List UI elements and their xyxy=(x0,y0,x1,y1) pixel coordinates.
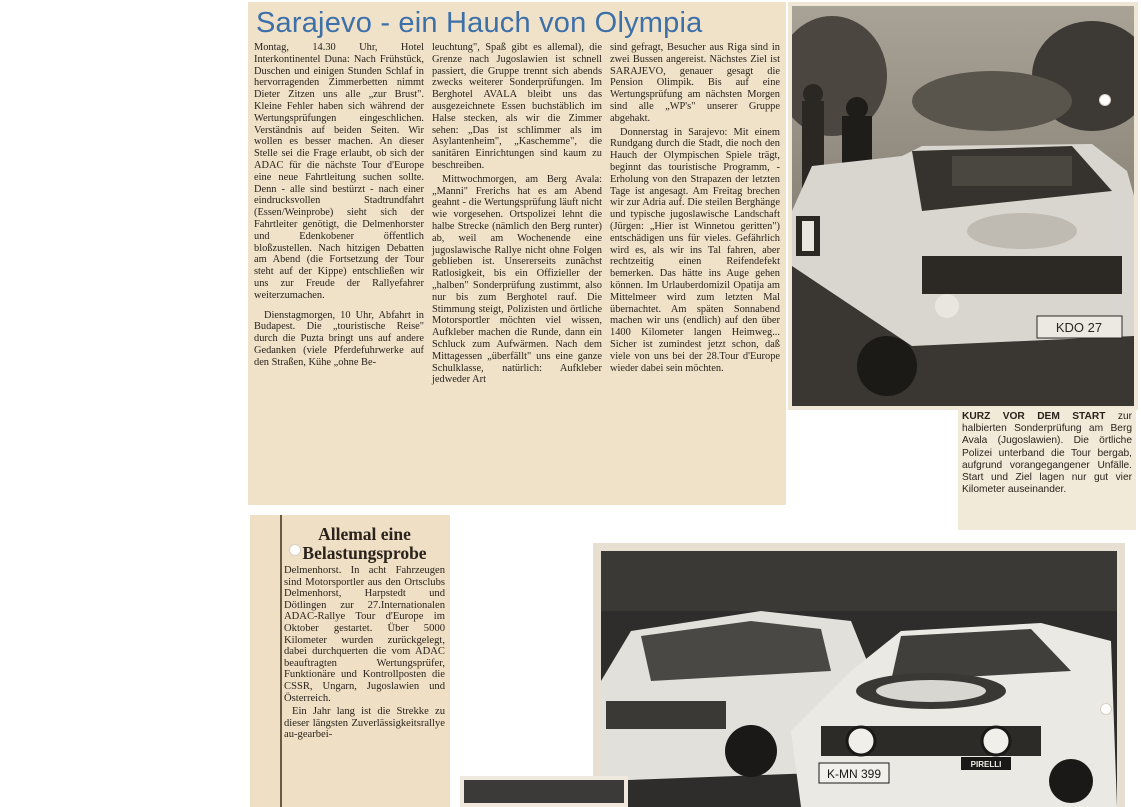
caption-text: zur halbierten Sonderprüfung am Berg Avala (Jugoslawien). Die örtliche Polizei unterband die Tour bergab, aufgrund vorangegangener Unfälle. Start und Ziel lagen nur gut vier Kilometer auseinander. xyxy=(962,411,1132,496)
photo-scrap xyxy=(460,776,628,807)
second-article-title: Allemal eine Belastungsprobe xyxy=(302,524,427,563)
article-paragraph: Ein Jahr lang ist die Strekke zu dieser längsten Zuverlässigkeitsrallye au-gearbei- xyxy=(284,706,445,741)
car-plate-text: KDO 27 xyxy=(1055,320,1103,335)
main-article-clipping xyxy=(248,2,786,505)
article-paragraph: sind gefragt, Besucher aus Riga sind in zwei Bussen angereist. Nächstes Ziel ist SARAJEVO, genauer gesagt die Pension Olimpik. Bis auf eine Wertungsprüfung am nächsten Morgen sind alle „WP's" unserer Gruppe abgehakt. xyxy=(610,42,780,124)
rally-car-photo-1 xyxy=(788,2,1138,410)
column-rule xyxy=(280,515,282,807)
article-paragraph: leuchtung", Spaß gibt es allemal), die Grenze nach Jugoslawien ist schnell passiert, die Gruppe trennt sich abends zwecks weiterer Sonderprüfungen. Im Berghotel AVALA bleibt uns das ausgezeichnete Essen buchstäblich im Halse stecken, als wir die Zimmer sehen: „Das ist schlimmer als im Asylantenheim", „Kaschemme", die sanitären Einrichtungen sind kaum zu beschreiben. xyxy=(432,42,602,171)
punch-hole xyxy=(1099,94,1111,106)
article-paragraph: Mittwochmorgen, am Berg Avala: „Manni" Frerichs hat es am Abend geahnt - die Wertungsprüfung läuft nicht wie vorgesehen. Ortspolizei lehnt die halbe Strecke (nämlich den Berg runter) ab, weil am Wochenende eine jugoslawische Rallye nicht ohne Folgen geblieben ist. Unsererseits zunächst Ratlosigkeit, bis ein Offizieller der „halben" Sonderprüfung zustimmt, also nur bis zum Berghotel rauf. Die Stimmung steigt, Polizisten und örtliche Motorsportler möchten viel wissen, Aufkleber machen die Runde, dann ein Schluck zum Aufwärmen. Nach dem Mittagessen „überfällt" uns eine ganze Schulklasse, natürlich: Aufkleber jedweder Art xyxy=(432,173,602,386)
car-plate-text: K-MN 399 xyxy=(826,767,882,781)
article-paragraph: Montag, 14.30 Uhr, Hotel Interkontinentel Duna: Nach Frühstück, Duschen und einigen Stunden Schlaf in hervorragenden Zimmerbetten nimmt Dieter Zitzen uns alle „zur Brust". Kleine Fehler haben sich während der Wertungsprüfungen eingeschlichen. Verständnis auf beiden Seiten. Wir wollen es besser machen. An dieser Stelle sei die Frage erlaubt, ob sich der ADAC für die nächste Tour d'Europe eine neue Fahrtleitung suchen sollte. Denn - alle sind bestürzt - nach einer eindrucksvollen Stadtrundfahrt (Essen/Weinprobe) sieht sich der Fahrtleiter genötigt, die Delmenhorster und Edenkobener öffentlich bloßzustellen. Nach hitzigen Debatten am Abend (die Fortsetzung der Tour steht auf der Kippe) entschließen wir uns zur Freude der Rallyefahrer weiterzumachen. xyxy=(254,42,424,301)
punch-hole xyxy=(1100,703,1112,715)
photo-scrap-image xyxy=(464,780,624,803)
article-paragraph: Delmenhorst. In acht Fahrzeugen sind Motorsportler aus den Ortsclubs Delmenhorst, Harpstedt und Dötlingen zur 27.Internationalen ADAC-Rallye Tour d'Europe im Oktober gestartet. Über 5000 Kilometer wurden zurückgelegt, dabei durchquerten die vom ADAC beauftragten Wertungsprüfer, Funktionäre und Kontrollposten die CSSR, Ungarn, Jugoslawien und Österreich. xyxy=(284,565,445,704)
rally-car-photo-image xyxy=(792,6,1134,406)
article-column-3 xyxy=(610,42,780,388)
rally-car-photo-2 xyxy=(593,543,1125,807)
article-column-2 xyxy=(432,42,602,388)
article-paragraph: Dienstagmorgen, 10 Uhr, Abfahrt in Budapest. Die „touristische Reise" durch die Puzta bringt uns auf andere Gedanken (viele Pferdefuhrwerke auf den Straßen, Kühe „ohne Be- xyxy=(254,309,424,368)
article-headline: Sarajevo - ein Hauch von Olympia xyxy=(256,7,703,39)
punch-hole xyxy=(289,544,301,556)
article-columns xyxy=(254,42,780,388)
sponsor-decal-text: PIRELLI xyxy=(970,760,1002,769)
rally-cars-photo-image xyxy=(601,551,1117,807)
second-article-clipping xyxy=(250,515,450,807)
caption-lead: KURZ VOR DEM START xyxy=(962,411,1106,422)
photo-1-caption xyxy=(958,408,1136,530)
article-paragraph: Donnerstag in Sarajevo: Mit einem Rundgang durch die Stadt, die noch den Hauch der Olympischen Spiele trägt, beginnt das touristische Programm, -Erholung von den Strapazen der letzten Tage ist angesagt. Am Freitag brechen wir zur Adria auf. Die steilen Berghänge und typische jugoslawische Landschaft (Jürgen: „Hier ist Winnetou geritten") entschädigen uns für vieles. Gefährlich wird es, als wir ins Tal fahren, aber rechtzeitig einen Reifendefekt bemerken. Das hätte ins Auge gehen können. Im Urlauberdomizil Opatija am Mittelmeer wird zum letzten Mal übernachtet. Am späten Sonnabend machen wir uns (endlich) auf den über 1400 Kilometer langen Heimweg... Sicher ist zumindest jetzt schon, daß viele von uns bei der 28.Tour d'Europe wieder dabei sein möchten. xyxy=(610,126,780,374)
second-article-body xyxy=(284,565,445,741)
article-column-1 xyxy=(254,42,424,388)
